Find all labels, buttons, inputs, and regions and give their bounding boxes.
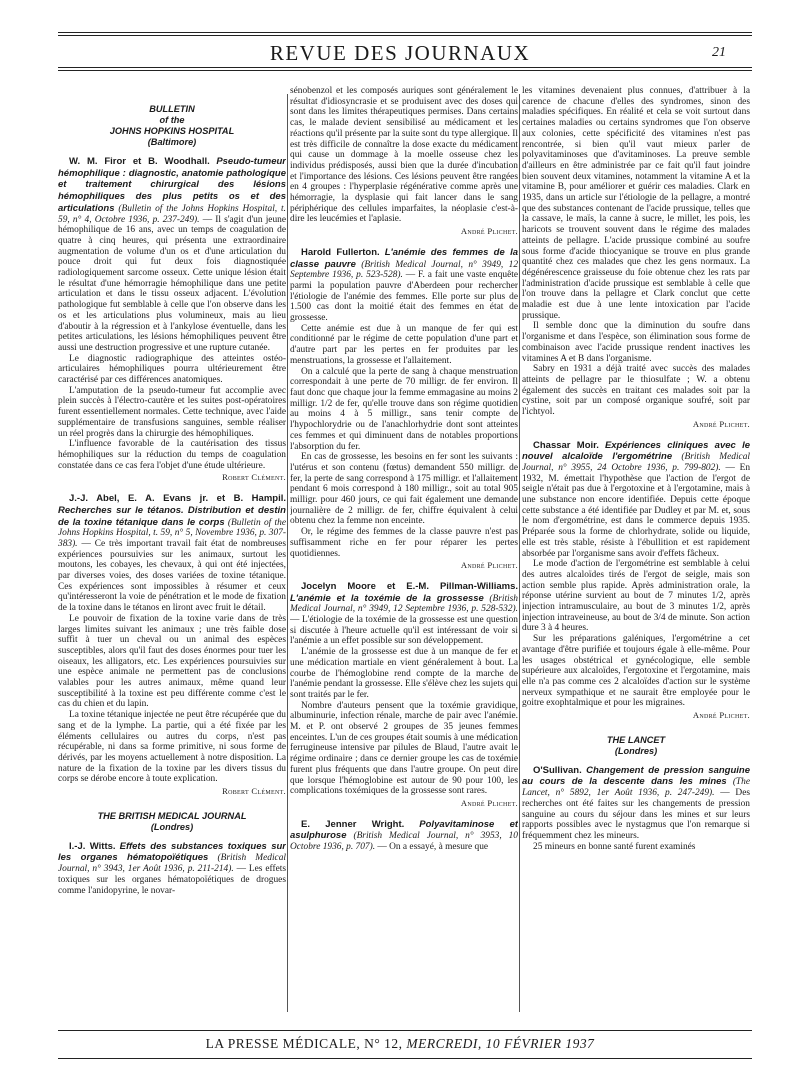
- article-reference: (Bulletin of the Johns Hopkins Hospital, t. 59, n° 4, Octobre 1936, p. 237-249).: [58, 203, 286, 225]
- article-paragraph: 25 mineurs en bonne santé furent examinés: [533, 841, 696, 852]
- article-text: — Des recherches ont été faites sur les changements de pression sanguine au cours du séjour dans les mines et sur leurs rapports possibles avec le nystagmus que l'on remarque si fréquemment chez les mineurs.: [522, 788, 750, 841]
- article-signature: André Plichet.: [460, 798, 518, 808]
- article-title: Expériences cliniques avec le nouvel alcaloïde l'ergométrine: [522, 439, 750, 463]
- article-reference: (British Medical Journal, n° 3955, 24 Octobre 1936, p. 799-802).: [522, 452, 750, 473]
- article-text: — Les effets toxiques sur les organes hématopoïétiques de drogues comme l'anidopyrine, le novar-: [58, 864, 286, 896]
- article-signature: André Plichet.: [460, 560, 518, 571]
- article-authors: W. M. Firor et B. Woodhall.: [69, 156, 210, 167]
- article-title: Effets des substances toxiques sur les organes hématopoïétiques: [58, 840, 286, 864]
- article-moir: [522, 440, 750, 560]
- article-title: Polyavitaminose et asulphurose: [290, 818, 518, 842]
- article-signature: André Plichet.: [460, 226, 518, 237]
- article-paragraph: L'amputation de la pseudo-tumeur fut accomplie avec plein succès à l'électro-cautère et les suites post-opératoires furent essentiellement normales. Cette technique, avec l'aide supplémentaire de transfusions sanguines, semble réaliser un réel progrès dans la chirurgie des hémophiliques.: [58, 385, 286, 439]
- article-reference: (British Medical Journal, n° 3949, 12 Septembre 1936, p. 523-528).: [290, 259, 518, 281]
- article-paragraph: Sur les préparations galéniques, l'ergométrine a cet avantage d'être purifiée et toujours égale à elle-même. Pour les usages obstétrical et gynécologique, elle semble supérieure aux alcaloïdes, l'ergotoxine et l'ergotamine, mais elle n'a pas comme ces 2 alcaloïdes d'action sur le système nerveux sympathique et ne saurait être employée pour le goitre exophtalmique et pour les migraines.: [522, 634, 750, 709]
- column-left: [58, 86, 286, 1026]
- article-paragraph: Le diagnostic radiographique des atteintes ostéo-articulaires hémophiliques pourra ultérieurement être caractérisé par ces différences anatomiques.: [58, 353, 286, 386]
- article-title: Recherches sur le tétanos. Distribution et destin de la toxine tétanique dans le corps: [58, 504, 286, 528]
- article-reference: (British Medical Journal, n° 3953, 10 Octobre 1936, p. 707).: [290, 831, 518, 853]
- article-paragraph: La toxine tétanique injectée ne peut être récupérée que du sang et de la lymphe. La partie, qui a été fixée par les éléments cellulaires ou autres du corps, n'est pas récupérable, ni dans sa forme primitive, ni sous forme de dérivés, par les moyens actuellement à notre disposition. La nature de la fixation de la toxine par les divers tissus du corps se dérobe encore à toute explication.: [58, 710, 286, 785]
- article-continuation: les vitamines devenaient plus connues, d'attribuer à la carence de chacune d'elles des syndromes, sinon des maladies spécifiques. En réalité et cela se voit surtout dans certaines maladies ou certains syndromes que l'on observe aux colonies, cette spécificité des vitamines n'est pas rencontrée, si bien qu'il vaut mieux parler de polyavitaminoses que d'avitaminoses. La preuve semble d'ailleurs en être administrée par ce fait qu'il faut joindre bien souvent deux vitamines, notamment la vitamine A et la vitamine B, pour améliorer et guérir ces maladies. Clark en 1935, dans un article sur l'étiologie de la pellagre, a montré que des substances contenant de l'acide prussique, telles que la cassave, le maïs, la canne à sucre, le millet, les pois, les haricots se trouvent souvent dans le régime des malades atteints de pellagre. L'acide prussique combiné au soufre sous forme d'acide thiocyanique se trouve en plus grande quantité chez ces malades que chez les gens normaux. La dégénérescence graisseuse du foie obtenue chez les rats par l'administration d'acide prussique est semblable à celle que l'on trouve dans la pellagre et Clark conclut que cette maladie est due à une lente intoxication par l'acide prussique.: [522, 86, 750, 321]
- page-number: 21: [712, 45, 726, 60]
- column-right: [522, 86, 750, 1026]
- masthead-title: REVUE DES JOURNAUX: [269, 41, 531, 65]
- article-reference: (British Medical Journal, n° 3943, 1er Août 1936, p. 211-214).: [58, 853, 286, 875]
- article-reference: (Bulletin of the Johns Hopkins Hospital, t. 59, n° 5, Novembre 1936, p. 307-383).: [58, 517, 286, 549]
- article-paragraph: Nombre d'auteurs pensent que la toxémie gravidique, albuminurie, infection rénale, marche de pair avec l'anémie. M. et P. ont observé 2 groupes de 35 jeunes femmes enceintes. L'un de ces groupes était soumis à une médication ferrugineuse intensive par pilules de Blaud, l'autre avait le régime ordinaire ; dans ce dernier groupe les cas de toxémie furent plus fréquents que dans l'autre groupe. On peut dire que lorsque l'hémoglobine est autour de 90 pour 100, les complications toxémiques de la grossesse sont rares.: [290, 700, 518, 797]
- article-text: — Ce très important travail fait état de nombreuses expériences poursuivies sur les animaux, surtout les moutons, les cobayes, les chevaux, à qui ont été injectées, par diverses voies, des doses variées de toxine tétanique. Ces expériences sont impossibles à résumer et ceux qu'intéresseront la voie de pénétration et le mode de fixation de la toxine dans le tétanos en liront avec fruit le détail.: [58, 538, 286, 614]
- article-authors: J.-J. Abel, E. A. Evans jr. et B. Hampil.: [69, 493, 286, 505]
- footer: [0, 1036, 800, 1052]
- column-divider-left: [287, 94, 288, 1012]
- article-signature: André Plichet.: [692, 710, 750, 721]
- article-osullivan: [522, 765, 750, 842]
- article-authors: E. Jenner Wright.: [301, 818, 405, 830]
- article-reference: (The Lancet, n° 5892, 1er Août 1936, p. 247-249).: [522, 777, 750, 799]
- article-fullerton: [290, 247, 518, 324]
- article-moore: [290, 581, 518, 647]
- article-authors: Harold Fullerton.: [301, 246, 380, 258]
- header-rule-inner: [58, 70, 752, 71]
- article-paragraph: En cas de grossesse, les besoins en fer sont les suivants : l'utérus et son contenu (fœtus) demandent 550 milligr. de fer, la perte de sang correspond à 175 milligr. et l'allaitement pendant 6 mois correspond à 180 milligr., soit au total 905 milligr. pour 460 jours, ce qui fait également une demande journalière de 2 milligr. de fer, chiffre équivalent à celui obtenu chez la femme non enceinte.: [290, 452, 518, 527]
- journal-heading-line: of the: [159, 115, 185, 125]
- article-title: L'anémie et la toxémie de la grossesse: [290, 592, 484, 604]
- journal-heading-johns-hopkins: [58, 104, 286, 148]
- footer-rule-bottom: [58, 1058, 752, 1059]
- journal-heading-city: (Londres): [614, 745, 658, 756]
- footer-rule: [58, 1030, 752, 1031]
- footer-date: MERCREDI, 10 FÉVRIER 1937: [406, 1036, 595, 1051]
- top-rule-inner: [58, 35, 752, 36]
- article-paragraph: Le mode d'action de l'ergométrine est semblable à celui des autres alcaloïdes tirés de l'ergot de seigle, mais son action semble plus rapide. Après administration orale, la réponse utérine survient au bout de 7 minutes 1/2, après injection intramusculaire, au bout de 3 minutes 1/2, après injection intraveineuse, au bout de 3/4 de minute. Son action dure 3 à 4 heures.: [522, 559, 750, 634]
- top-rule: [58, 32, 752, 33]
- article-abel: [58, 493, 286, 614]
- article-paragraph: Le pouvoir de fixation de la toxine varie dans de très larges limites suivant les animaux ; une très faible dose suffit à tuer un cheval ou un animal des espèces susceptibles, alors qu'il faut des doses énormes pour tuer les oiseaux, les alligators, etc. Les expériences poursuivies sur une espèce animale ne permettent pas de conclusions valables pour les autres animaux, même quand leur susceptibilité à la toxine est peu différente comme c'est le cas du chien et du lapin.: [58, 613, 286, 710]
- article-paragraph: L'influence favorable de la cautérisation des tissus hémophiliques sur la réduction du temps de coagulation constatée dans ce cas fera l'objet d'une étude ultérieure.: [58, 439, 286, 471]
- article-text: — En 1932, M. émettait l'hypothèse que l'action de l'ergot de seigle n'était pas due à l'ergotoxine et à l'ergotamine, mais à une substance non encore identifiée. Depuis cette époque cette substance a été identifiée par Dudley et par M. et, sous le nom d'ergométrine, est dans le commerce depuis 1935. Préparée sous la forme de chlorhydrate, solide ou liquide, elle est très stable, résiste à l'ébullition et est rapidement absorbée par l'organisme sans avoir d'effets fâcheux.: [522, 462, 750, 559]
- journal-heading-bmj: [58, 811, 286, 833]
- journal-heading-line: JOHNS HOPKINS HOSPITAL: [109, 126, 235, 136]
- article-text: — On a essayé, à mesure que: [377, 842, 489, 853]
- journal-heading-line: THE BRITISH MEDICAL JOURNAL: [97, 810, 247, 821]
- article-paragraph: Sabry en 1931 a déjà traité avec succès des malades atteints de pellagre par le thiosulfate ; W. a obtenu également des succès en traitant ces malades soit par la cystine, soit par un composé organique soufré, soit par l'ichtyol.: [522, 364, 750, 418]
- article-reference: (British Medical Journal, n° 3949, 12 Septembre 1936, p. 528-532).: [290, 593, 518, 615]
- journal-heading-line: THE LANCET: [606, 734, 666, 745]
- article-authors: I.-J. Witts.: [69, 840, 116, 852]
- article-firor: [58, 156, 286, 354]
- article-wright: [290, 819, 518, 853]
- article-signature: André Plichet.: [692, 418, 750, 429]
- article-paragraph: Cette anémie est due à un manque de fer qui est conditionné par le régime de cette population d'une part et d'autre part par les pertes en fer produites par les menstruations, la grossesse et l'allaitement.: [290, 323, 518, 366]
- article-title: Changement de pression sanguine au cours de la descente dans les mines: [522, 764, 750, 788]
- article-text: — F. a fait une vaste enquête parmi la population pauvre d'Aberdeen pour rechercher l'étiologie de l'anémie des femmes. Elle porte sur plus de 1.500 cas dont la moitié était des femmes en état de grossesse.: [290, 270, 518, 324]
- article-authors: Jocelyn Moore et E.-M. Pillman-Williams.: [301, 580, 518, 592]
- header-rule: [58, 67, 752, 68]
- footer-journal: LA PRESSE MÉDICALE, N° 12,: [205, 1036, 407, 1051]
- article-signature: Robert Clément.: [222, 472, 286, 483]
- article-paragraph: L'anémie de la grossesse est due à un manque de fer et une médication martiale en vient généralement à bout. La courbe de l'hémoglobine rend compte de la marche de l'anémie pendant la grossesse. Elle s'élève chez les sujets qui sont traités par le fer.: [290, 647, 518, 700]
- article-paragraph: On a calculé que la perte de sang à chaque menstruation correspondait à une perte de 70 milligr. de fer environ. Il faut donc que chaque jour la femme emmagasine au moins 2 milligr. 1/2 de fer, qu'elle trouve dans son régime quotidien au moins 4 à 5 milligr., sans tenir compte de l'hypochlorydrie ou de l'anachlorhydrie dont sont atteintes ces femmes et qui diminuent dans de notables proportions l'absorption du fer.: [290, 366, 518, 452]
- journal-heading-lancet: [522, 735, 750, 757]
- column-divider-right: [519, 94, 520, 1012]
- article-authors: Chassar Moir.: [533, 439, 599, 451]
- article-signature: Robert Clément.: [222, 786, 286, 797]
- article-text: — Il s'agit d'un jeune hémophilique de 16 ans, avec un temps de coagulation de quatre à cinq heures, qui présenta une extraordinaire augmentation de volume d'un os et d'une articulation du pouce droit qui fut deux fois diagnostiquée radiologiquement sarcome osseux. Cette unique lésion était le résultat d'une hémorragie hémophilique dans une petite articulation et dans le tissu osseux adjacent. L'évolution pathologique fut semblable à celle que l'on observe dans les os et les articulations plus volumineux, mais au lieu d'aboutir à la régression et à l'ankylose éventuelle, dans les petites articulations, les lésions hémophiliques peuvent être aussi une destruction progressive et une rupture cutanée.: [58, 214, 286, 353]
- article-paragraph: Il semble donc que la diminution du soufre dans l'organisme et dans l'espèce, son élimination sous forme de combinaison avec l'acide prussique rendent inactives les vitamines A et B dans l'organisme.: [522, 321, 750, 364]
- journal-heading-line: BULLETIN: [149, 104, 195, 114]
- article-title: L'anémie des femmes de la classe pauvre: [290, 246, 518, 270]
- article-authors: O'Sullivan.: [533, 764, 582, 776]
- article-witts: [58, 841, 286, 897]
- journal-heading-city: (Baltimore): [147, 137, 197, 147]
- article-title: Pseudo-tumeur hémophilique : diagnostic, anatomie pathologique et traitement chirurgical des lésions hémophiliques des plus petits os et des articulations: [58, 156, 286, 214]
- article-continuation: sénobenzol et les composés auriques sont généralement le résultat d'idiosyncrasie et se produisent avec des doses qui sont dans les limites thérapeutiques permises. Dans certains cas, le malade devient sensibilisé au médicament et les réactions qu'il présente par la suite sont du type allergique. Il est très difficile de connaître la dose exacte du médicament qui cause un dommage à la moelle osseuse chez les individus prédisposés, aussi bien que la durée d'incubation et l'importance des lésions. Ces lésions peuvent être rangées en 4 groupes : l'hyperplasie régénérative comme après une hémorragie, la dysplasie qui fait lancer dans le sang périphérique des cellules imparfaites, la néoplasie c'est-à-dire les leucémies et l'aplasie.: [290, 86, 518, 225]
- article-paragraph: Or, le régime des femmes de la classe pauvre n'est pas suffisamment riche en fer pour réparer les pertes quotidiennes.: [290, 527, 518, 559]
- column-middle: [290, 86, 518, 1026]
- journal-heading-city: (Londres): [150, 821, 194, 832]
- article-text: — L'étiologie de la toxémie de la grossesse est une question si discutée à l'heure actuelle qu'il est intéressant de voir si l'anémie a un effet possible sur son développement.: [290, 615, 518, 647]
